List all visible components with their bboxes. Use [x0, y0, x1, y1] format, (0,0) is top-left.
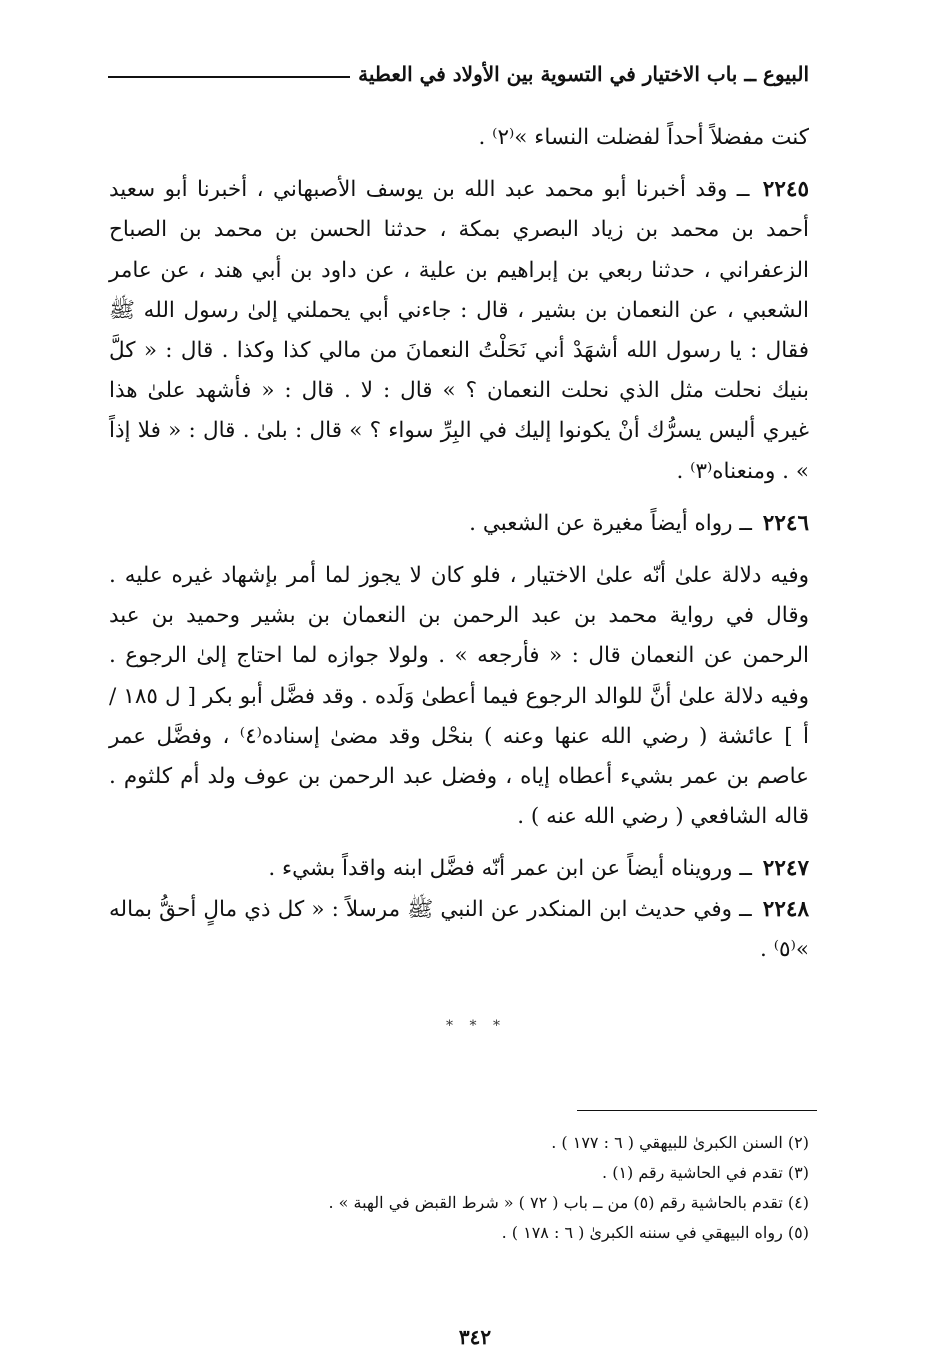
paragraph-text: ــ ورويناه أيضاً عن ابن عمر أنّه فضَّل ابنه واقداً بشيء .: [268, 856, 752, 882]
header-rule: [108, 76, 350, 78]
section-separator: * * *: [446, 1018, 506, 1034]
page-number: ٣٤٢: [458, 1325, 492, 1349]
paragraph-text: ــ رواه أيضاً مغيرة عن الشعبي .: [469, 510, 752, 536]
footnote: (٥) رواه البيهقي في سننه الكبرىٰ ( ٦ : ١٧٨ ) .: [501, 1223, 809, 1242]
hadith-2245: [109, 170, 809, 492]
hadith-number: ٢٢٤٦: [762, 510, 809, 536]
hadith-2248: [109, 890, 809, 970]
paragraph-continuation: [109, 118, 809, 158]
main-text: [109, 118, 809, 970]
footnotes: [109, 1128, 809, 1248]
paragraph-text: كنت مفضلاً أحداً لفضلت النساء »⁽٢⁾ .: [478, 125, 809, 150]
footnote: (٤) تقدم بالحاشية رقم (٥) من ــ باب ( ٧٢ ) « شرط القبض في الهبة » .: [328, 1193, 809, 1212]
hadith-2247: [109, 849, 809, 889]
footnote: (٢) السنن الكبرىٰ للبيهقي ( ٦ : ١٧٧ ) .: [551, 1133, 809, 1152]
footnote-rule: [577, 1110, 817, 1111]
running-header: [108, 62, 809, 86]
hadith-number: ٢٢٤٧: [762, 856, 809, 882]
footnote: (٣) تقدم في الحاشية رقم (١) .: [602, 1163, 809, 1182]
hadith-number: ٢٢٤٥: [762, 177, 809, 203]
hadith-2246: [109, 504, 809, 544]
hadith-number: ٢٢٤٨: [762, 896, 809, 922]
commentary-paragraph: [109, 556, 809, 837]
paragraph-text: ــ وقد أخبرنا أبو محمد عبد الله بن يوسف الأصبهاني ، أخبرنا أبو سعيد أحمد بن محمد بن زياد البصري بمكة ، حدثنا الحسن بن محمد بن الصباح الزعفراني ، حدثنا ربعي بن إبراهيم بن علية ، عن داود بن أبي هند ، عن عامر الشعبي ، عن النعمان بن بشير ، قال : جاءني أبي يحملني إلىٰ رسول الله ﷺ فقال : يا رسول الله أشهَدْ أني نَحَلْتُ النعمانَ من مالي كذا وكذا . قال : « كلَّ بنيك نحلت مثل الذي نحلت النعمان ؟ » قال : لا . قال : « فأشهد علىٰ هذا غيري أليس يسرُّك أنْ يكونوا إليك في البِرِّ سواء ؟ » قال : بلىٰ . قال : « فلا إذاً » . ومنعناه⁽٣⁾ .: [109, 177, 809, 484]
paragraph-text: وفيه دلالة علىٰ أنّه علىٰ الاختيار ، فلو كان لا يجوز لما أمر بإشهاد غيره عليه . وقال في رواية محمد بن عبد الرحمن بن النعمان بن بشير وحميد بن عبد الرحمن عن النعمان قال : « فأرجعه » . ولولا جوازه لما احتاج إلىٰ الرجوع . وفيه دلالة علىٰ أنَّ للوالد الرجوع فيما أعطىٰ وَلَده . وقد فضَّل أبو بكر [ ل ١٨٥ / أ ] عائشة ( رضي الله عنها وعنه ) بنحْل وقد مضىٰ إسناده⁽٤⁾ ، وفضَّل عمر عاصم بن عمر بشيء أعطاه إياه ، وفضل عبد الرحمن بن عوف ولد أم كلثوم . قاله الشافعي ( رضي الله عنه ) .: [109, 563, 809, 830]
header-title: البيوع ــ باب الاختيار في التسوية بين الأولاد في العطية: [358, 62, 809, 86]
paragraph-text: ــ وفي حديث ابن المنكدر عن النبي ﷺ مرسلاً : « كل ذي مالٍ أحقُّ بماله »⁽٥⁾ .: [109, 896, 809, 962]
